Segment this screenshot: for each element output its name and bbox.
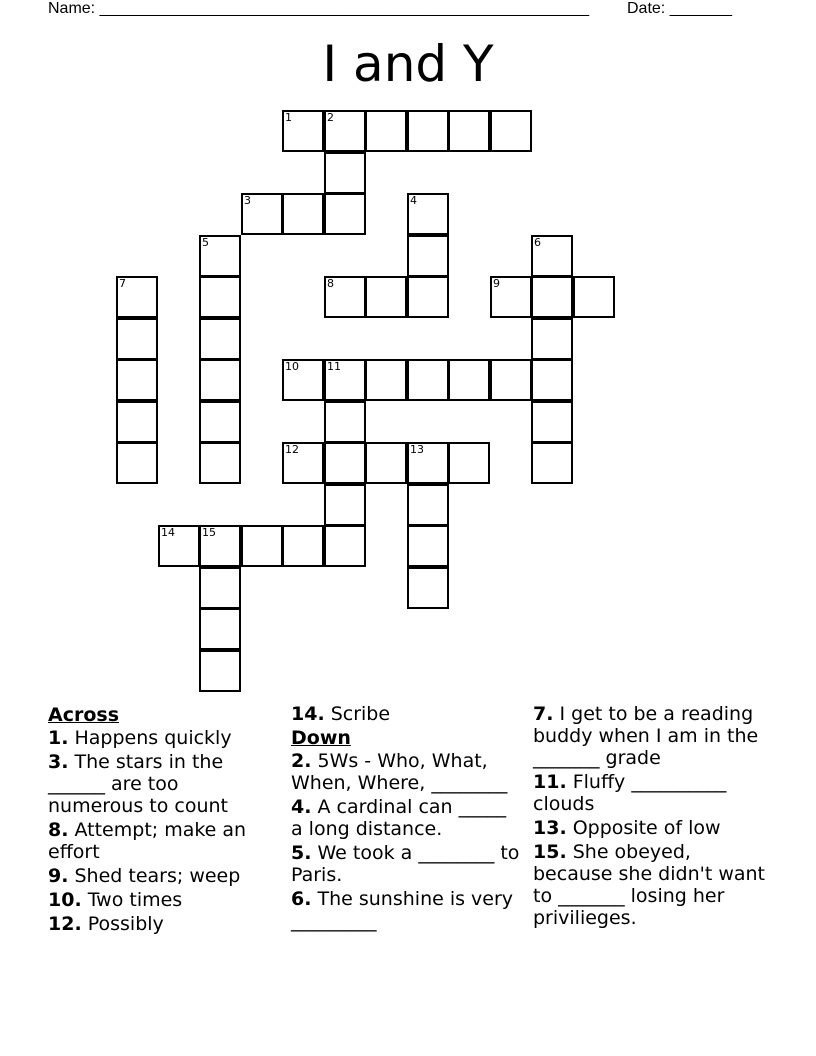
clue-number: 11.: [533, 771, 567, 793]
clue-item: [533, 703, 765, 769]
clue-text: A cardinal can _____ a long distance.: [291, 796, 507, 840]
clue-number: 5.: [291, 842, 312, 864]
crossword-cell[interactable]: [116, 442, 158, 484]
clue-text: We took a ________ to Paris.: [291, 842, 520, 886]
crossword-cell[interactable]: [490, 110, 532, 152]
cell-number: 1: [285, 111, 292, 124]
crossword-cell[interactable]: [324, 110, 366, 152]
clue-text: Possibly: [81, 913, 164, 935]
clue-number: 1.: [48, 727, 69, 749]
crossword-cell[interactable]: [199, 567, 241, 609]
clue-number: 6.: [291, 888, 312, 910]
crossword-cell[interactable]: [407, 484, 449, 526]
cell-number: 4: [410, 194, 417, 207]
clue-number: 14.: [291, 703, 325, 725]
clue-text: Shed tears; weep: [68, 865, 241, 887]
cell-number: 13: [410, 443, 424, 456]
cell-number: 10: [285, 360, 299, 373]
clue-item: [291, 888, 521, 932]
cell-number: 3: [244, 194, 251, 207]
crossword-cell[interactable]: [282, 525, 324, 567]
crossword-cell[interactable]: [199, 525, 241, 567]
clue-text: Happens quickly: [68, 727, 232, 749]
down-heading: Down: [291, 727, 351, 749]
crossword-cell[interactable]: [324, 442, 366, 484]
crossword-cell[interactable]: [199, 401, 241, 443]
down-clue-list: [291, 750, 521, 932]
date-field-label: Date: _______: [627, 0, 732, 17]
clue-number: 9.: [48, 865, 69, 887]
clue-item: [48, 865, 276, 887]
crossword-cell[interactable]: [324, 401, 366, 443]
down-clue-list-continued: [533, 703, 765, 929]
crossword-cell[interactable]: [365, 359, 407, 401]
crossword-cell[interactable]: [573, 276, 615, 318]
crossword-cell[interactable]: [282, 442, 324, 484]
clue-number: 7.: [533, 703, 554, 725]
crossword-cell[interactable]: [199, 442, 241, 484]
clue-item: [48, 819, 276, 863]
crossword-cell[interactable]: [407, 442, 449, 484]
crossword-cell[interactable]: [116, 359, 158, 401]
clue-text: Two times: [81, 889, 183, 911]
across-clue-list-continued: [291, 703, 521, 725]
clue-item: [48, 751, 276, 817]
crossword-cell[interactable]: [531, 401, 573, 443]
clue-item: [291, 750, 521, 794]
clue-number: 3.: [48, 751, 69, 773]
cell-number: 11: [327, 360, 341, 373]
clue-column-2: [291, 702, 521, 934]
crossword-cell[interactable]: [365, 442, 407, 484]
crossword-cell[interactable]: [116, 276, 158, 318]
crossword-cell[interactable]: [365, 110, 407, 152]
crossword-cell[interactable]: [407, 193, 449, 235]
cell-number: 15: [202, 526, 216, 539]
cell-number: 7: [119, 277, 126, 290]
crossword-cell[interactable]: [282, 110, 324, 152]
clue-item: [533, 841, 765, 929]
cell-number: 2: [327, 111, 334, 124]
clue-item: [48, 727, 276, 749]
clue-number: 13.: [533, 817, 567, 839]
crossword-cell[interactable]: [241, 525, 283, 567]
crossword-cell[interactable]: [199, 359, 241, 401]
clue-text: Opposite of low: [566, 817, 721, 839]
crossword-cell[interactable]: [116, 318, 158, 360]
crossword-cell[interactable]: [407, 235, 449, 277]
crossword-cell[interactable]: [324, 152, 366, 194]
crossword-cell[interactable]: [199, 235, 241, 277]
cell-number: 6: [534, 236, 541, 249]
clue-item: [291, 796, 521, 840]
crossword-cell[interactable]: [324, 193, 366, 235]
clue-item: [291, 842, 521, 886]
crossword-cell[interactable]: [407, 567, 449, 609]
crossword-cell[interactable]: [407, 359, 449, 401]
clue-number: 15.: [533, 841, 567, 863]
crossword-cell[interactable]: [282, 359, 324, 401]
clue-column-1: [48, 702, 276, 937]
name-field-label: Name: _______________________________________________________: [48, 0, 589, 17]
crossword-cell[interactable]: [407, 276, 449, 318]
clue-item: [291, 703, 521, 725]
clue-number: 10.: [48, 889, 82, 911]
crossword-cell[interactable]: [448, 359, 490, 401]
crossword-cell[interactable]: [448, 110, 490, 152]
cell-number: 8: [327, 277, 334, 290]
crossword-cell[interactable]: [199, 318, 241, 360]
clue-text: The sunshine is very _________: [291, 888, 514, 932]
clue-text: She obeyed, because she didn't want to _______ losing her privilieges.: [533, 841, 766, 929]
clue-number: 12.: [48, 913, 82, 935]
crossword-cell[interactable]: [324, 359, 366, 401]
clue-number: 8.: [48, 819, 69, 841]
crossword-cell[interactable]: [199, 608, 241, 650]
cell-number: 9: [493, 277, 500, 290]
crossword-cell[interactable]: [531, 276, 573, 318]
cell-number: 14: [161, 526, 175, 539]
crossword-cell[interactable]: [531, 318, 573, 360]
crossword-cell[interactable]: [407, 525, 449, 567]
clue-item: [533, 817, 765, 839]
clue-column-3: [533, 702, 765, 931]
clue-number: 4.: [291, 796, 312, 818]
clue-text: Attempt; make an effort: [48, 819, 247, 863]
clue-text: 5Ws - Who, What, When, Where, ________: [291, 750, 508, 794]
crossword-cell[interactable]: [531, 235, 573, 277]
page-title: I and Y: [322, 35, 494, 93]
crossword-cell[interactable]: [531, 359, 573, 401]
clue-number: 2.: [291, 750, 312, 772]
crossword-cell[interactable]: [282, 193, 324, 235]
crossword-cell[interactable]: [324, 484, 366, 526]
crossword-cell[interactable]: [199, 276, 241, 318]
crossword-cell[interactable]: [407, 110, 449, 152]
crossword-cell[interactable]: [490, 276, 532, 318]
clue-text: I get to be a reading buddy when I am in the _______ grade: [533, 703, 759, 769]
crossword-cell[interactable]: [158, 525, 200, 567]
crossword-cell[interactable]: [531, 442, 573, 484]
cell-number: 12: [285, 443, 299, 456]
crossword-cell[interactable]: [490, 359, 532, 401]
crossword-cell[interactable]: [324, 276, 366, 318]
crossword-cell[interactable]: [324, 525, 366, 567]
clue-text: Scribe: [324, 703, 391, 725]
crossword-cell[interactable]: [365, 276, 407, 318]
crossword-cell[interactable]: [199, 650, 241, 692]
crossword-cell[interactable]: [116, 401, 158, 443]
clue-text: The stars in the ______ are too numerous to count: [48, 751, 228, 817]
clue-item: [48, 889, 276, 911]
crossword-cell[interactable]: [241, 193, 283, 235]
cell-number: 5: [202, 236, 209, 249]
across-heading: Across: [48, 704, 120, 726]
across-clue-list: [48, 727, 276, 935]
crossword-cell[interactable]: [448, 442, 490, 484]
clue-text: Fluffy __________ clouds: [533, 771, 727, 815]
clue-item: [533, 771, 765, 815]
clue-item: [48, 913, 276, 935]
